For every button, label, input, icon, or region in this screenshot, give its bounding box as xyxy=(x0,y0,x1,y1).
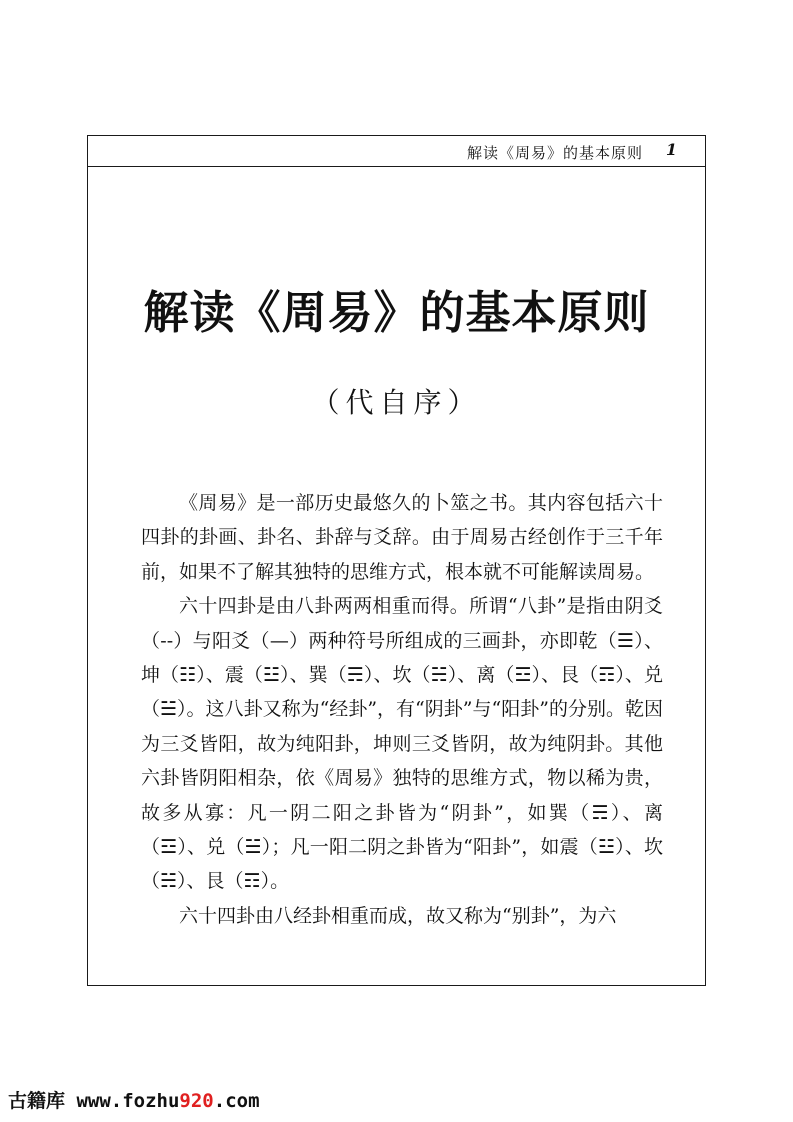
watermark-url-digits: 920 xyxy=(179,1090,214,1112)
header-rule xyxy=(88,166,705,167)
watermark-site-name: 古籍库 xyxy=(8,1090,66,1112)
running-head: 解读《周易》的基本原则 xyxy=(466,144,643,162)
page-number: 1 xyxy=(665,140,677,159)
paragraph-1: 《周易》是一部历史最悠久的卜筮之书。其内容包括六十四卦的卦画、卦名、卦辞与爻辞。由于周易古经创作于三千年前，如果不了解其独特的思维方式，根本就不可能解读周易。 xyxy=(141,492,663,583)
site-watermark xyxy=(8,1086,260,1113)
chapter-subtitle: （代自序） xyxy=(311,386,482,419)
body-text xyxy=(141,486,663,933)
watermark-url-prefix: www.fozhu xyxy=(76,1090,180,1112)
chapter-title: 解读《周易》的基本原则 xyxy=(143,286,650,339)
paragraph-3: 六十四卦由八经卦相重而成，故又称为“别卦”，为六 xyxy=(179,904,617,927)
watermark-url-suffix: .com xyxy=(213,1090,260,1112)
paragraph-2: 六十四卦是由八卦两两相重而得。所谓“八卦”是指由阴爻（--）与阳爻（—）两种符号所组成的三画卦，亦即乾（☰）、坤（☷）、震（☳）、巽（☴）、坎（☵）、离（☲）、艮（☶）、兑（☱）。这八卦又称为“经卦”，有“阴卦”与“阳卦”的分别。乾因为三爻皆阳，故为纯阳卦，坤则三爻皆阴，故为纯阴卦。其他六卦皆阴阳相杂，依《周易》独特的思维方式，物以稀为贵，故多从寡：凡一阴二阳之卦皆为“阴卦”，如巽（☴）、离（☲）、兑（☱）；凡一阳二阴之卦皆为“阳卦”，如震（☳）、坎（☵）、艮（☶）。 xyxy=(141,595,663,893)
page-frame xyxy=(87,135,706,986)
